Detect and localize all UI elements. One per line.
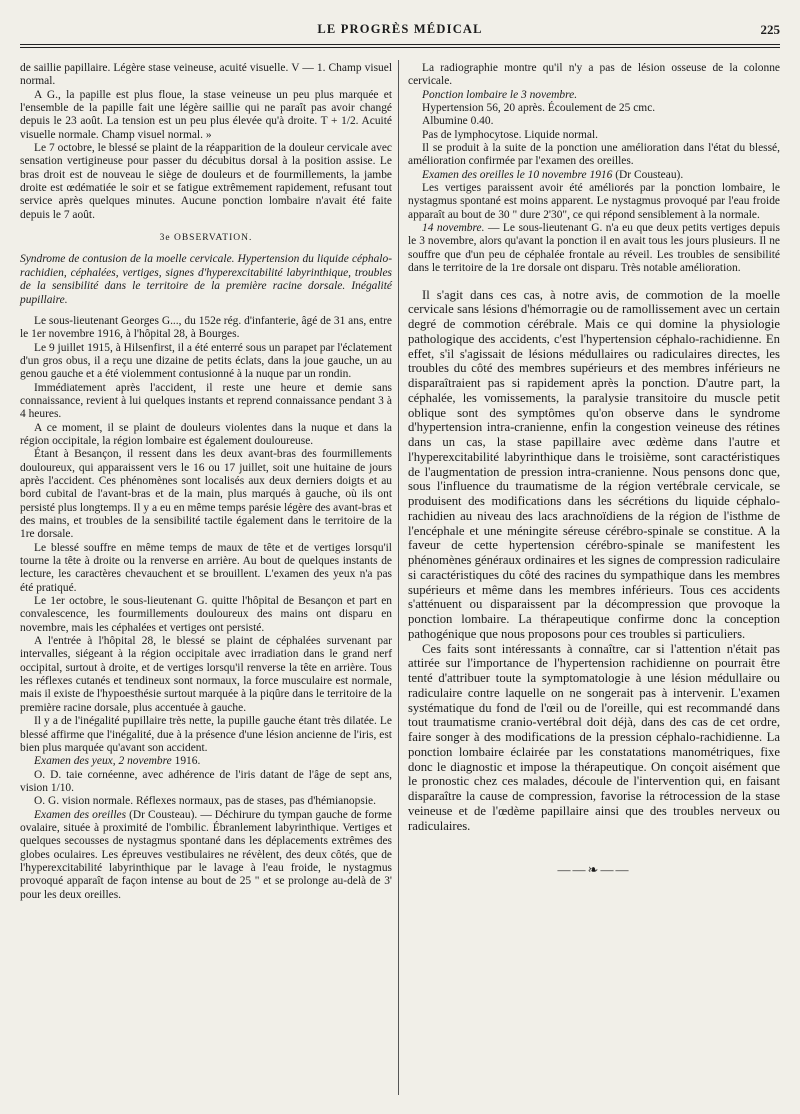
- note-date: 14 novembre.: [422, 222, 485, 235]
- running-title: LE PROGRÈS MÉDICAL: [317, 22, 483, 36]
- section-heading: 3e OBSERVATION.: [159, 233, 253, 244]
- paragraph: de saillie papillaire. Légère stase veineuse, acuité visuelle. V — 1. Champ visuel normal.: [20, 62, 392, 88]
- header-rule-bottom: [20, 47, 780, 48]
- exam-date: 2 novembre: [118, 755, 172, 768]
- right-column: [408, 62, 780, 877]
- paragraph: Immédiatement après l'accident, il reste une heure et demie sans connaissance, revient à lui quelques instants et reprend connaissance pendant 3 à 4 heures.: [20, 381, 392, 421]
- paragraph: Il y a de l'inégalité pupillaire très nette, la pupille gauche étant très dilatée. Le blessé affirme que l'inégalité, due à la présence d'une lésion ancienne de l'iris, est bien plus marquée qu'avant son accident.: [20, 715, 392, 754]
- paragraph: A G., la papille est plus floue, la stase veineuse un peu plus marquée et l'ensemble de la papille fait une légère saillie qui ne paraît pas avoir changé depuis le 23 août. La tension est un peu plus élevée qu'à droite. T + 1/2. Acuité visuelle normale. Champ visuel normal. »: [20, 88, 392, 141]
- page-header: [20, 22, 780, 42]
- exam-year: 1916.: [174, 755, 201, 768]
- exam-text: — Déchirure du tympan gauche de forme ovalaire, située à proximité de l'ombilic. Ébranlement labyrinthique. Vertiges et quelques secousses de nystagmus spontané dans les déplacements extrêmes des globes oculaires. Les épreuves vestibulaires ne révèlent, des deux côtés, que de l'hyperexcitabilité labyrinthique par le lavage à l'eau froide, le nystagmus provoqué apparaît de façon intense au bout de 25 " et se prolonge au-delà de 3' pour les deux oreilles.: [20, 808, 392, 901]
- end-ornament: ——❧——: [557, 862, 631, 878]
- note-text: — Le sous-lieutenant G. n'a eu que deux petits vertiges depuis le 3 novembre, alors qu'avant la ponction il en avait tous les jours plusieurs. Il ne souffre que d'un peu de céphalée frontale au réveil. Les troubles de sensibilité dans le territoire de la 1re dorsale ont disparu. Très notable amélioration.: [408, 222, 781, 275]
- column-divider: [398, 60, 399, 1095]
- paragraph: Ponction lombaire le 3 novembre.: [422, 88, 578, 101]
- paragraph: Le blessé souffre en même temps de maux de tête et de vertiges lorsqu'il tourne la tête à droite ou la renverse en arrière. Au bout de quelques instants de lecture, les caractères chevauchent et se brouillent. L'examen des yeux n'a pas été pratiqué.: [20, 541, 392, 594]
- exam-label: Examen des yeux,: [34, 755, 116, 768]
- paragraph: Il se produit à la suite de la ponction une amélioration dans l'état du blessé, amélioration confirmée par l'examen des oreilles.: [408, 142, 780, 168]
- discussion-paragraph: Ces faits sont intéressants à connaître, car si l'attention n'était pas attirée sur l'importance de l'hypertension rachidienne on pourrait être tenté d'attribuer toute la symptomatologie à une lésion médullaire ou radiculaire contre laquelle on ne songerait pas à intervenir. L'examen systématique du fond de l'œil ou de l'oreille, qui est recommandé dans tout traumatisme cranio-vertébral doit déjà, dans des cas de cet ordre, faire songer à des modifications de la pression céphalo-rachidienne. La ponction lombaire éclairée par les constatations manométriques, fixe donc le diagnostic et impose la thérapeutique. On conçoit aisément que le pronostic chez ces malades, découle de l'intervention qui, en faisant disparaître la cause de compression, favorise la rétrocession de la stase veineuse et de l'œdème papillaire ainsi que des troubles nerveux ou radiculaires.: [408, 641, 780, 833]
- paragraph: O. D. taie cornéenne, avec adhérence de l'iris datant de l'âge de sept ans, vision 1/10.: [20, 768, 392, 794]
- paragraph: A ce moment, il se plaint de douleurs violentes dans la nuque et dans la région occipitale, la région lombaire est également douloureuse.: [20, 421, 392, 447]
- exam-author: (Dr Cousteau).: [615, 168, 684, 181]
- paragraph: [20, 755, 392, 768]
- paragraph: Le 9 juillet 1915, à Hilsenfirst, il a été enterré sous un parapet par l'éclatement d'un gros obus, il a reçu une dizaine de petits éclats, dans la joue gauche, un au genou gauche et a été violemment contusionné à la nuque par un rondin.: [20, 341, 392, 381]
- paragraph: Pas de lymphocytose. Liquide normal.: [422, 128, 598, 141]
- paragraph: A l'entrée à l'hôpital 28, le blessé se plaint de céphalées survenant par intervalles, siégeant à la région occipitale avec irradiation dans le grand nerf occipital, surtout à droite, et de vertiges lorsqu'il renverse la tête en arrière. Tous les réflexes cutanés et tendineux sont normaux, la force musculaire est normale, mais il existe de l'hypoesthésie surtout marquée à la piqûre dans le territoire de la première racine dorsale, plus accentuée à gauche.: [20, 635, 392, 714]
- paragraph: O. G. vision normale. Réflexes normaux, pas de stases, pas d'hémianopsie.: [34, 795, 376, 808]
- left-column: [20, 62, 392, 902]
- exam-label: Examen des oreilles: [34, 808, 127, 821]
- header-rule-top: [20, 44, 780, 45]
- paragraph: Le 7 octobre, le blessé se plaint de la réapparition de la douleur cervicale avec sensation vertigineuse pour passer du décubitus dorsal à la position assise. Le bras droit est de nouveau le siège de douleurs et de fourmillements, la jambe droite est œdématiée le soir et se fatigue extrêmement rapidement, refusant tout service après quelques minutes. Aucune ponction lombaire n'avait été faite depuis le 7 août.: [20, 142, 392, 221]
- page-number: 225: [760, 22, 780, 37]
- observation-summary: Syndrome de contusion de la moelle cervicale. Hypertension du liquide céphalo-rachidien, céphalées, vertiges, signes d'hyperexcitabilité labyrinthique, troubles de la sensibilité dans le territoire de la première racine dorsale. Inégalité pupillaire.: [20, 253, 392, 306]
- paragraph: La radiographie montre qu'il n'y a pas de lésion osseuse de la colonne cervicale.: [408, 62, 780, 88]
- exam-label: Examen des oreilles le 10 novembre 1916: [422, 168, 613, 181]
- discussion-paragraph: Il s'agit dans ces cas, à notre avis, de commotion de la moelle cervicale sans lésions d'hémorragie ou de ramollissement avec un certain degré de commotion cérébrale. Mais ce qui domine la physiologie pathologique des accidents, c'est l'hypertension céphalo-rachidienne. En effet, s'il s'agissait de lésions médullaires ou radiculaires directes, les troubles du côté des membres supérieurs et des membres inférieurs ne disparaîtraient pas si rapidement après la ponction. D'autre part, la céphalée, les vomissements, la paralysie transitoire du muscle petit oblique sont des symptômes qu'on observe dans le syndrome d'hypertension intra-cranienne, enfin la congestion veineuse des rétines dans un cas, la stase papillaire avec œdème dans l'autre et l'hyperexcitabilité labyrinthique dans le troisième, sont caractéristiques de l'augmentation de pression intra-cranienne. Nous pensons donc que, sous l'influence du traumatisme de la région vertébrale cervicale, se produisent des modifications dans les sécrétions du liquide céphalo-rachidien au niveau des lacs arachnoïdiens de la région de l'isthme de l'encéphale et une méningite séreuse cérébro-spinale se constitue. A la faveur de cette hypertension cérébro-spinale se manifestent les phénomènes généraux ordinaires et les signes de compression radiculaire si caractéristiques du côté des racines du sympathique dans les membres supérieurs et même dans les membres inférieurs. Tous ces accidents s'atténuent ou disparaissent par la décompression que provoque la ponction lombaire. La thérapeutique confirme donc la conception pathogénique que nous proposons pour ces troubles si particuliers.: [408, 287, 780, 641]
- paragraph: Le 1er octobre, le sous-lieutenant G. quitte l'hôpital de Besançon et part en convalescence, les fourmillements douloureux des mains ont disparu en novembre, mais les céphalées et vertiges ont persisté.: [20, 595, 392, 634]
- paragraph: [408, 169, 780, 182]
- paragraph: Étant à Besançon, il ressent dans les deux avant-bras des fourmillements douloureux, qui apparaissent vers le 16 ou 17 juillet, soit une huitaine de jours après l'accident. Ces phénomènes sont localisés aux deux derniers doigts et au bord cubital de l'avant-bras et de la main, plus marqués à gauche, où ils ont persisté plus longtemps. Il y a eu en même temps parésie légère des avant-bras et des mains, et troubles de la sensibilité tactile également dans le territoire de la 1re dorsale.: [20, 448, 392, 541]
- paragraph: Hypertension 56, 20 après. Écoulement de 25 cmc.: [422, 102, 656, 115]
- paragraph: [408, 222, 780, 275]
- paragraph: [20, 809, 392, 902]
- paragraph: Albumine 0.40.: [422, 115, 494, 128]
- exam-author: (Dr Cousteau).: [129, 808, 198, 821]
- paragraph: Le sous-lieutenant Georges G..., du 152e rég. d'infanterie, âgé de 31 ans, entre le 1er novembre 1916, à l'hôpital 28, à Bourges.: [20, 314, 392, 341]
- paragraph: Les vertiges paraissent avoir été améliorés par la ponction lombaire, le nystagmus spontané est moins apparent. Le nystagmus provoqué par l'eau froide apparaît au bout de 30 " dure 2'30", ce qui répond sensiblement à la normale.: [408, 182, 780, 221]
